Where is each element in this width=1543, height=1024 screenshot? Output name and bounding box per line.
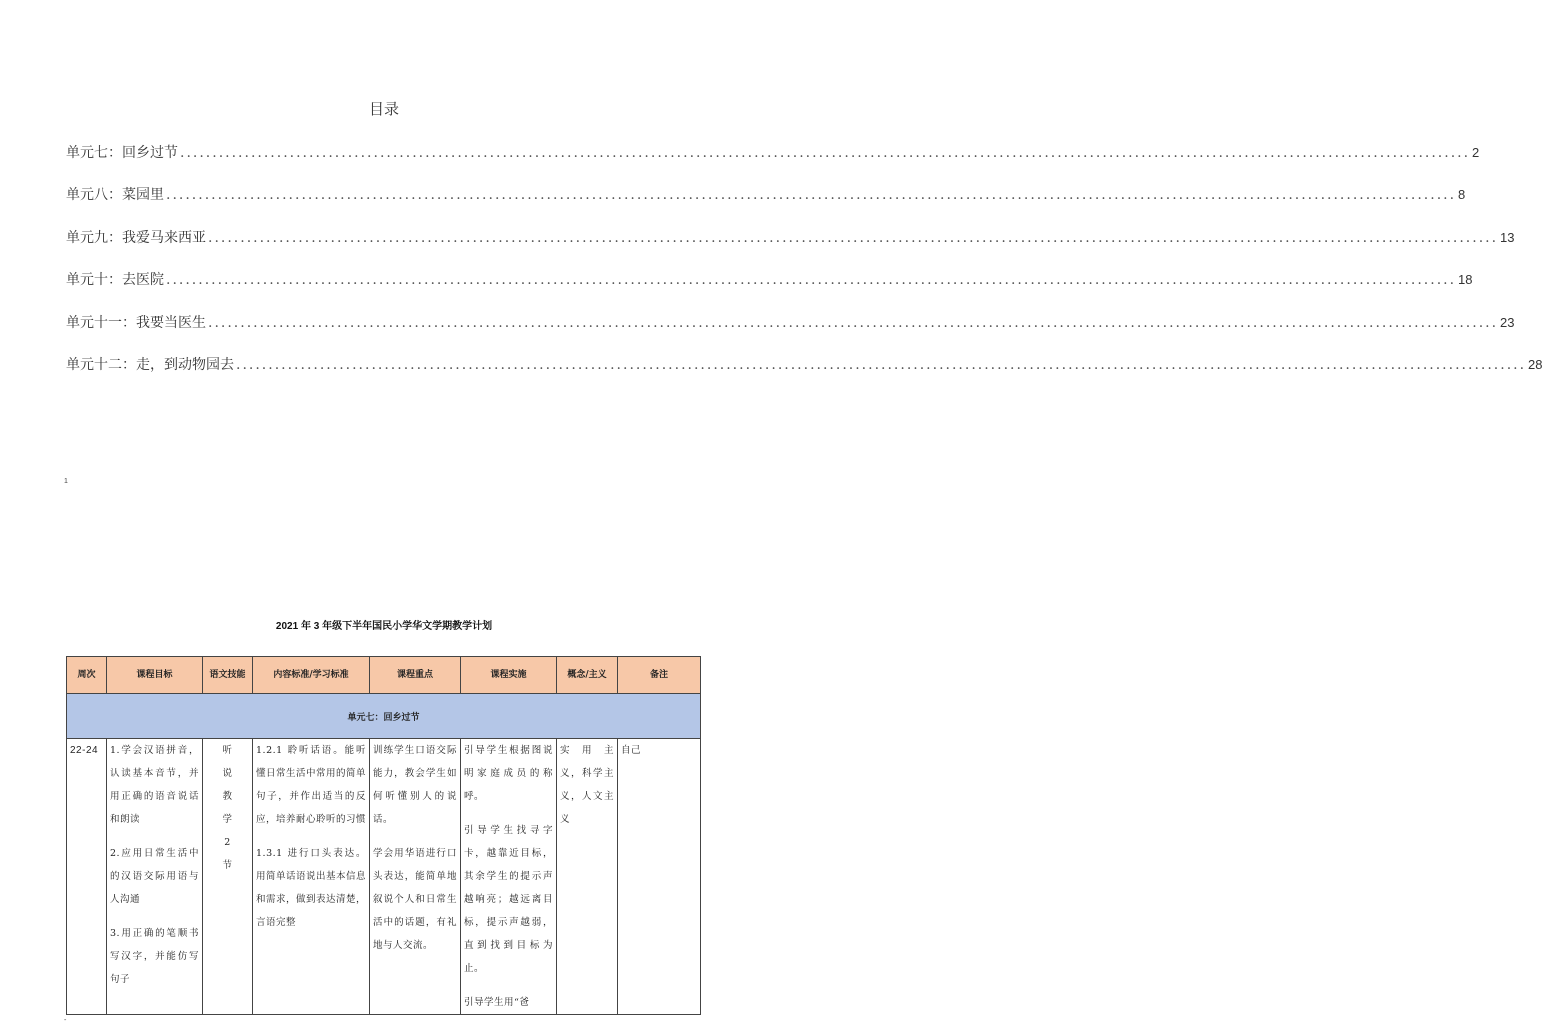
toc-dot-leader: ........................................................................................................................................................................................................ [208,229,1499,246]
implementation-item: 引导学生根据图说明家庭成员的称呼。 [464,745,553,802]
toc-entry[interactable] [66,184,1466,226]
toc-dot-leader: ........................................................................................................................................................................................................ [166,272,1457,289]
cell-objectives [107,739,203,1015]
toc-dot-leader: ........................................................................................................................................................................................................ [208,314,1499,331]
toc-entry-label: 单元九：我爱马来西亚 [66,229,206,246]
skill-char: 说 [222,768,233,779]
header-standard: 内容标准/学习标准 [253,657,370,694]
objective-item: 1.学会汉语拼音，认读基本音节，并用正确的语音说话和朗读 [110,745,199,825]
header-skill: 语文技能 [203,657,253,694]
cell-remarks: 自己 [618,739,701,1015]
focus-item: 学会用华语进行口头表达，能简单地叙说个人和日常生活中的话题，有礼地与人交流。 [373,848,457,951]
unit-row [67,694,701,739]
table-header-row [67,657,701,694]
toc-entry-label: 单元七：回乡过节 [66,145,178,161]
toc-entry-label: 单元八：菜园里 [66,187,164,204]
toc-entry-page: 23 [1500,314,1515,330]
toc-dot-leader: ........................................................................................................................................................................................................ [236,356,1527,373]
standard-item: 1.3.1 进行口头表达。用简单话语说出基本信息和需求，做到表达清楚，言语完整 [256,848,367,928]
objective-item: 3.用正确的笔顺书写汉字，并能仿写句子 [110,928,199,985]
toc-entry[interactable] [66,354,1543,396]
cell-implementation [461,739,557,1015]
teaching-plan-table [66,656,701,1015]
toc-entry-page: 8 [1458,187,1466,203]
header-remarks: 备注 [618,657,701,694]
toc-entry-label: 单元十二：走，到动物园去 [66,356,234,373]
skill-unit: 节 [222,860,233,871]
toc-title: 目录 [368,100,399,118]
skill-char: 教 [222,791,233,802]
toc-entry[interactable] [66,142,1480,184]
implementation-item: 引导学生找寻字卡，越靠近目标，其余学生的提示声越响亮；越远离目标，提示声越弱，直到找到目标为止。 [464,825,553,974]
toc-entry-page: 28 [1528,356,1543,372]
toc-list [66,142,1543,396]
cell-week: 22-24 [67,739,107,1015]
header-objective: 课程目标 [107,657,203,694]
cell-focus [370,739,461,1015]
skill-char: 听 [222,745,233,756]
skill-num: 2 [224,837,231,848]
toc-entry-label: 单元十：去医院 [66,272,164,289]
unit-title: 单元七：回乡过节 [67,694,701,739]
header-focus: 课程重点 [370,657,461,694]
toc-dot-leader: ........................................................................................................................................................................................................ [180,145,1471,161]
toc-entry-page: 2 [1472,145,1480,160]
header-week: 周次 [67,657,107,694]
toc-entry-label: 单元十一：我要当医生 [66,314,206,331]
toc-entry-page: 18 [1458,272,1473,288]
toc-dot-leader: ........................................................................................................................................................................................................ [166,187,1457,204]
toc-entry[interactable] [66,312,1515,354]
page-edge-mark: - [64,1016,67,1024]
toc-entry-page: 13 [1500,229,1515,245]
header-implementation: 课程实施 [461,657,557,694]
focus-item: 训练学生口语交际能力，教会学生如何听懂别人的说话。 [373,745,457,825]
standard-item: 1.2.1 聆听话语。能听懂日常生活中常用的简单句子，并作出适当的反应，培养耐心聆听的习惯 [256,745,367,825]
skill-char: 学 [222,814,233,825]
toc-entry[interactable] [66,269,1473,311]
table-row [67,739,701,1015]
header-concept: 概念/主义 [557,657,618,694]
plan-title: 2021 年 3 年级下半年国民小学华文学期教学计划 [275,621,493,632]
implementation-item: 引导学生用“爸 [464,997,530,1008]
cell-skill [203,739,253,1015]
objective-item: 2.应用日常生活中的汉语交际用语与人沟通 [110,848,199,905]
toc-entry[interactable] [66,227,1515,269]
cell-standards [253,739,370,1015]
footnote-mark: 1 [64,478,68,485]
cell-concept: 实 用 主 义，科学主义，人文主义 [557,739,618,1015]
